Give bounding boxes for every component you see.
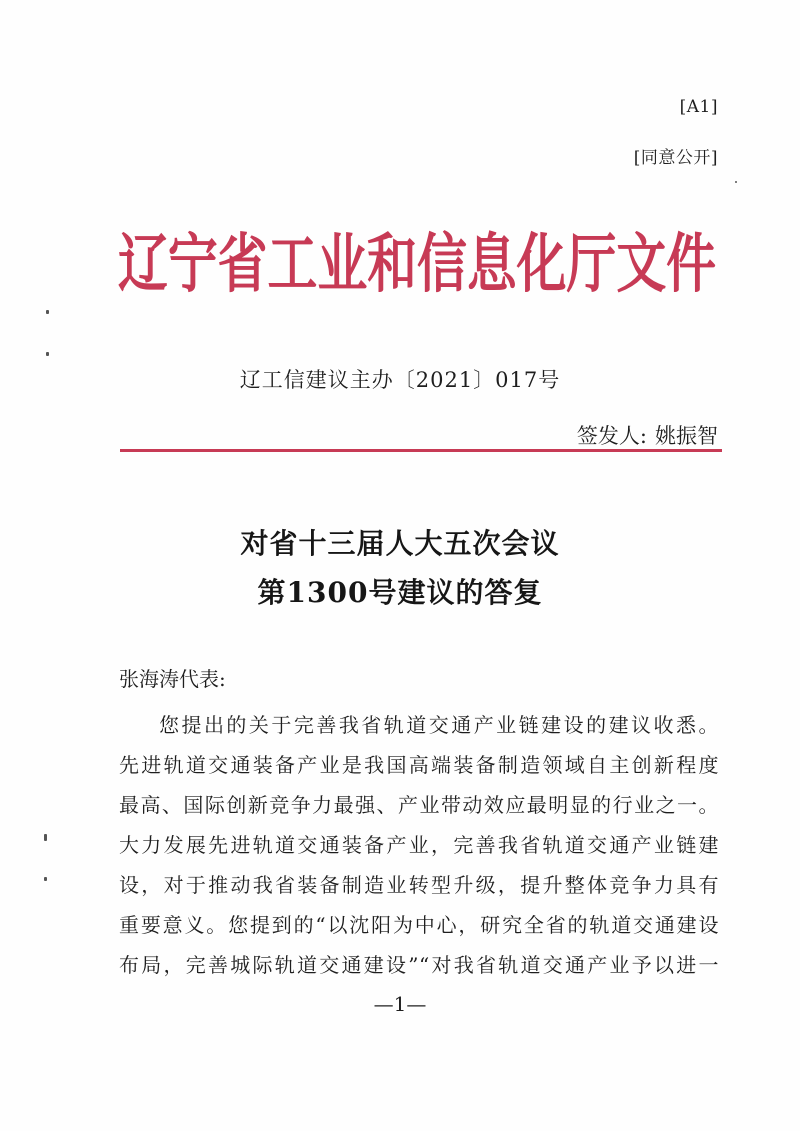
- body-line: 重要意义。您提到的“以沈阳为中心，研究全省的轨道交通建设: [119, 913, 719, 937]
- subject-title-line-2: 第1300号建议的答复: [257, 576, 543, 609]
- body-line: 最高、国际创新竞争力最强、产业带动效应最明显的行业之一。: [119, 793, 719, 817]
- salutation: 张海涛代表:: [119, 667, 226, 691]
- signer-name: 姚振智: [655, 424, 718, 448]
- issuing-agency-header: [118, 222, 718, 302]
- scan-speck: [44, 834, 47, 841]
- signer-line: [577, 420, 718, 450]
- red-divider-rule: [120, 449, 722, 452]
- body-line: 大力发展先进轨道交通装备产业，完善我省轨道交通产业链建: [119, 833, 719, 857]
- classification-tag: [A1]: [679, 97, 718, 117]
- header-title-text: 辽宁省工业和信息化厅文件: [118, 228, 716, 302]
- body-line: 设，对于推动我省装备制造业转型升级，提升整体竞争力具有: [119, 873, 719, 897]
- body-line: 您提出的关于完善我省轨道交通产业链建设的建议收悉。: [159, 713, 719, 737]
- signer-label: 签发人:: [576, 424, 647, 448]
- scan-speck: [735, 181, 737, 183]
- body-line: 布局，完善城际轨道交通建设”“对我省轨道交通产业予以进一: [119, 953, 719, 977]
- disclosure-tag: [同意公开]: [633, 148, 718, 168]
- document-number: 辽工信建议主办〔2021〕017号: [239, 368, 561, 392]
- subject-title-line-1: 对省十三届人大五次会议: [240, 527, 560, 560]
- body-line: 先进轨道交通装备产业是我国高端装备制造领域自主创新程度: [119, 753, 719, 777]
- body-text: [119, 705, 719, 985]
- header-title-svg: [118, 222, 718, 302]
- scan-speck: [46, 310, 49, 314]
- scan-speck: [44, 877, 47, 881]
- scan-speck: [46, 352, 49, 356]
- page-number: —1—: [373, 992, 427, 1016]
